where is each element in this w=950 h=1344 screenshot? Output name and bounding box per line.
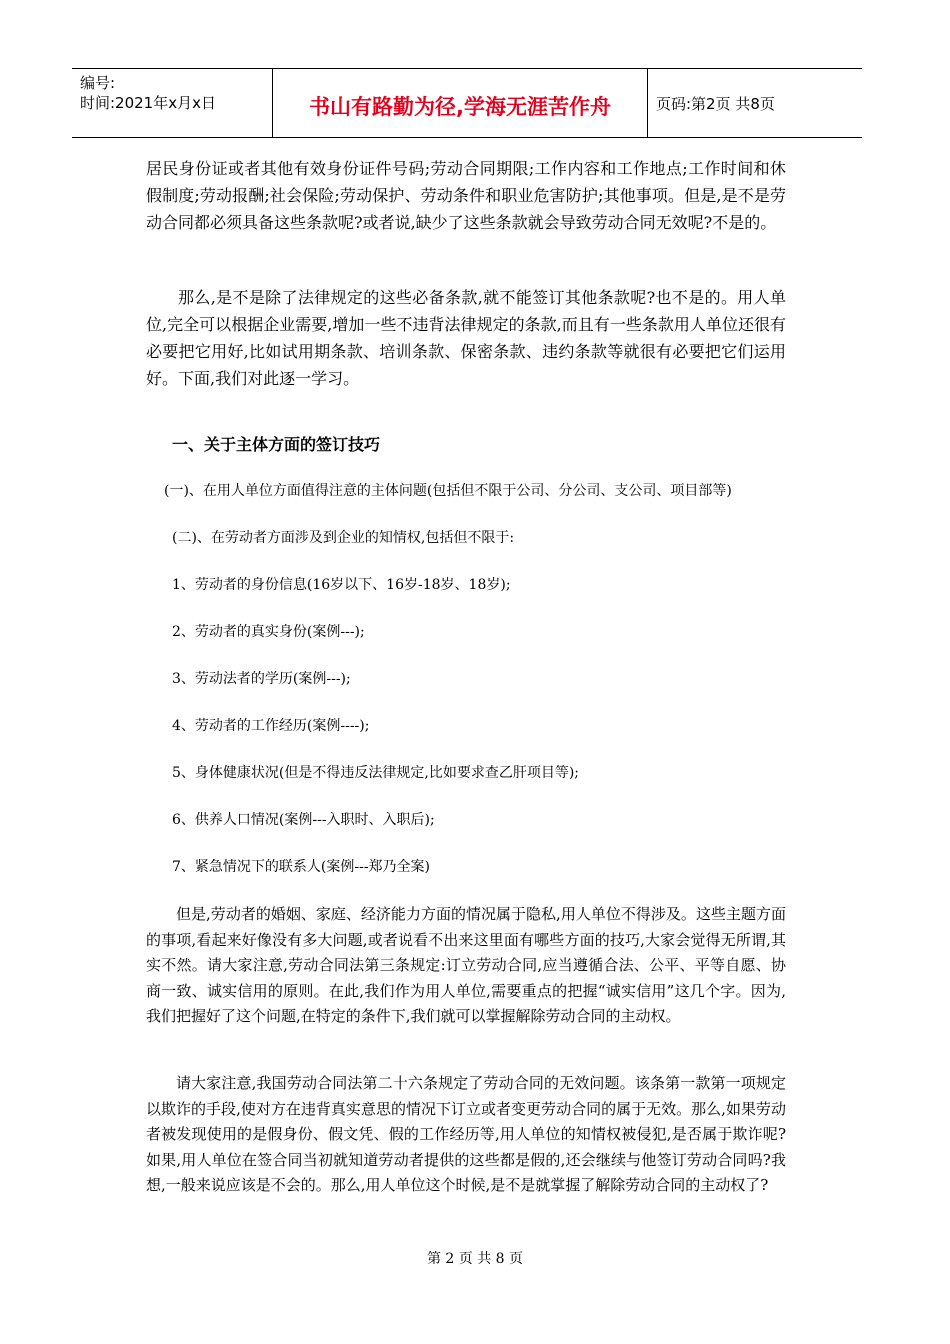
list-item: 6、供养人口情况(案例---入职时、入职后); <box>172 812 435 828</box>
paragraph-4: 请大家注意,我国劳动合同法第二十六条规定了劳动合同的无效问题。该条第一款第一项规定以欺诈的手段,使对方在违背真实意思的情况下订立或者变更劳动合同的属于无效。那么,如果劳动者被发现使用的是假身份、假文凭、假的工作经历等,用人单位的知情权被侵犯,是否属于欺诈呢?如果,用人单位在签合同当初就知道劳动者提供的这些都是假的,还会继续与他签订劳动合同吗?我想,一般来说应该是不会的。那么,用人单位这个时候,是不是就掌握了解除劳动合同的主动权了? <box>146 1074 786 1194</box>
list-item: 7、紧急情况下的联系人(案例---郑乃全案) <box>172 859 431 875</box>
header-info-cell <box>72 69 273 137</box>
paragraph-3: 但是,劳动者的婚姻、家庭、经济能力方面的情况属于隐私,用人单位不得涉及。这些主题方面的事项,看起来好像没有多大问题,或者说看不出来这里面有哪些方面的技巧,大家会觉得无所谓,其实不然。请大家注意,劳动合同法第三条规定:订立劳动合同,应当遵循合法、公平、平等自愿、协商一致、诚实信用的原则。在此,我们作为用人单位,需要重点的把握“诚实信用”这几个字。因为,我们把握好了这个问题,在特定的条件下,我们就可以掌握解除劳动合同的主动权。 <box>146 905 786 1025</box>
paragraph-2: 那么,是不是除了法律规定的这些必备条款,就不能签订其他条款呢?也不是的。用人单位,完全可以根据企业需要,增加一些不违背法律规定的条款,而且有一些条款用人单位还很有必要把它用好,比如试用期条款、培训条款、保密条款、违约条款等就很有必要把它们运用好。下面,我们对此逐一学习。 <box>146 288 786 388</box>
subsection-2: (二)、在劳动者方面涉及到企业的知情权,包括但不限于: <box>172 530 515 546</box>
header-page-cell <box>648 69 862 137</box>
paragraph-1: 居民身份证或者其他有效身份证件号码;劳动合同期限;工作内容和工作地点;工作时间和休假制度;劳动报酬;社会保险;劳动保护、劳动条件和职业危害防护;其他事项。但是,是不是劳动合同都必须具备这些条款呢?或者说,缺少了这些条款就会导致劳动合同无效呢?不是的。 <box>146 159 786 232</box>
header-motto-cell <box>273 69 648 137</box>
list-item: 1、劳动者的身份信息(16岁以下、16岁-18岁、18岁); <box>172 577 511 593</box>
page-footer: 第 2 页 共 8 页 <box>426 1251 524 1267</box>
header-page-number: 页码:第2页 共8页 <box>656 95 775 113</box>
section-heading-1: 一、关于主体方面的签订技巧 <box>172 435 381 454</box>
list-item: 3、劳动法者的学历(案例---); <box>172 671 351 687</box>
header-motto: 书山有路勤为径,学海无涯苦作舟 <box>309 95 611 119</box>
list-item: 4、劳动者的工作经历(案例----); <box>172 718 370 734</box>
list-item: 5、身体健康状况(但是不得违反法律规定,比如要求查乙肝项目等); <box>172 765 579 781</box>
document-number-label: 编号: <box>80 74 116 92</box>
document-time-label: 时间:2021年x月x日 <box>80 94 216 112</box>
subsection-1: (一)、在用人单位方面值得注意的主体问题(包括但不限于公司、分公司、支公司、项目部等) <box>164 483 732 499</box>
list-item: 2、劳动者的真实身份(案例---); <box>172 624 365 640</box>
page-header <box>72 68 862 138</box>
